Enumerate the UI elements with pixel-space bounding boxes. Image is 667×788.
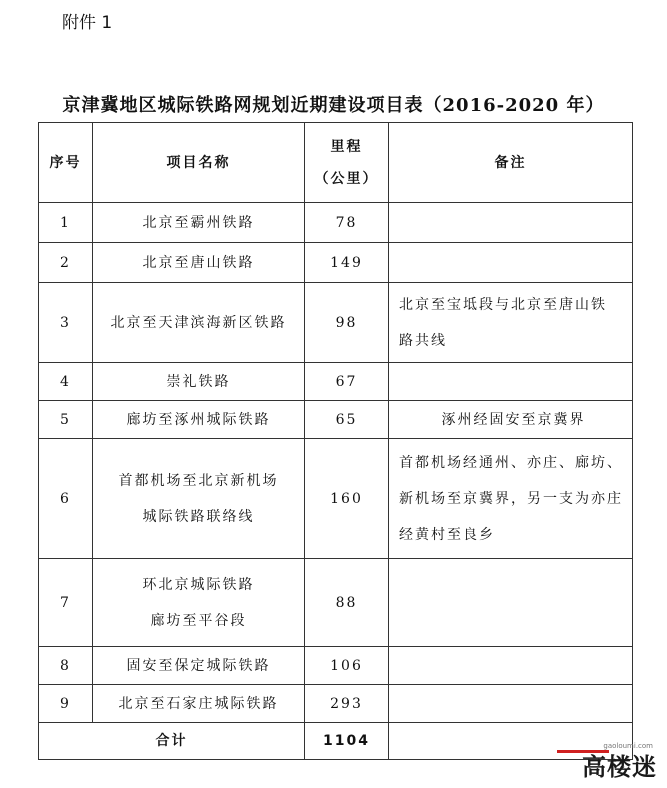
table-row xyxy=(39,401,633,439)
watermark-logo: 高楼迷 xyxy=(582,753,657,781)
row-remark xyxy=(389,203,633,243)
row-name xyxy=(93,439,305,559)
row-remark xyxy=(389,647,633,685)
row-remark-line: 新机场至京冀界，另一支为亦庄 xyxy=(399,490,623,507)
project-table xyxy=(38,122,633,760)
row-name-line: 廊坊至涿州城际铁路 xyxy=(126,411,271,428)
row-no: 8 xyxy=(39,647,93,685)
table-row xyxy=(39,363,633,401)
table-row xyxy=(39,647,633,685)
row-remark xyxy=(389,363,633,401)
row-km: 78 xyxy=(305,203,389,243)
row-km: 98 xyxy=(305,283,389,363)
row-no: 9 xyxy=(39,685,93,723)
row-no: 5 xyxy=(39,401,93,439)
watermark-url: gaoloumi.com xyxy=(603,742,653,750)
row-name-line: 环北京城际铁路 xyxy=(142,576,255,593)
header-mileage xyxy=(305,123,389,203)
table-row xyxy=(39,283,633,363)
row-name-line: 北京至天津滨海新区铁路 xyxy=(110,314,287,331)
row-name-line: 北京至唐山铁路 xyxy=(142,254,255,271)
row-remark xyxy=(389,243,633,283)
row-km: 106 xyxy=(305,647,389,685)
row-remark xyxy=(389,439,633,559)
row-name-line: 北京至霸州铁路 xyxy=(142,214,255,231)
row-name-line: 首都机场至北京新机场 xyxy=(118,472,279,489)
row-remark xyxy=(389,283,633,363)
row-remark xyxy=(389,559,633,647)
row-name-line: 崇礼铁路 xyxy=(166,373,231,390)
row-remark xyxy=(389,685,633,723)
header-mileage-line2: （公里） xyxy=(314,170,379,187)
table-row xyxy=(39,439,633,559)
row-name-line: 北京至石家庄城际铁路 xyxy=(118,695,279,712)
total-row xyxy=(39,723,633,760)
row-name xyxy=(93,685,305,723)
header-mileage-line1: 里程 xyxy=(330,138,363,155)
row-no: 6 xyxy=(39,439,93,559)
row-no: 3 xyxy=(39,283,93,363)
header-name: 项目名称 xyxy=(93,123,305,203)
row-no: 7 xyxy=(39,559,93,647)
row-no: 2 xyxy=(39,243,93,283)
table-row xyxy=(39,203,633,243)
watermark xyxy=(547,742,657,782)
table-row xyxy=(39,243,633,283)
row-km: 160 xyxy=(305,439,389,559)
row-name xyxy=(93,363,305,401)
row-name xyxy=(93,203,305,243)
row-no: 4 xyxy=(39,363,93,401)
document-title: 京津冀地区城际铁路网规划近期建设项目表（2016-2020 年） xyxy=(62,95,605,116)
row-km: 293 xyxy=(305,685,389,723)
row-remark-line: 路共线 xyxy=(399,332,447,349)
row-name-line: 廊坊至平谷段 xyxy=(150,612,247,629)
row-name-line: 固安至保定城际铁路 xyxy=(126,657,271,674)
row-no: 1 xyxy=(39,203,93,243)
row-name xyxy=(93,647,305,685)
row-name-line: 城际铁路联络线 xyxy=(142,508,255,525)
row-name xyxy=(93,243,305,283)
row-name xyxy=(93,559,305,647)
table-row xyxy=(39,559,633,647)
row-km: 149 xyxy=(305,243,389,283)
row-remark-line: 首都机场经通州、亦庄、廊坊、 xyxy=(399,454,623,471)
total-label: 合计 xyxy=(39,723,305,760)
table-header-row xyxy=(39,123,633,203)
header-no: 序号 xyxy=(39,123,93,203)
row-name xyxy=(93,401,305,439)
row-remark xyxy=(389,401,633,439)
row-km: 88 xyxy=(305,559,389,647)
total-km: 1104 xyxy=(305,723,389,760)
row-km: 65 xyxy=(305,401,389,439)
row-remark-line: 经黄村至良乡 xyxy=(399,526,495,543)
row-remark-line: 北京至宝坻段与北京至唐山铁 xyxy=(399,296,607,313)
header-remark: 备注 xyxy=(389,123,633,203)
attachment-label: 附件 1 xyxy=(62,13,113,33)
table-row xyxy=(39,685,633,723)
row-remark-line: 涿州经固安至京冀界 xyxy=(441,411,586,428)
row-km: 67 xyxy=(305,363,389,401)
row-name xyxy=(93,283,305,363)
